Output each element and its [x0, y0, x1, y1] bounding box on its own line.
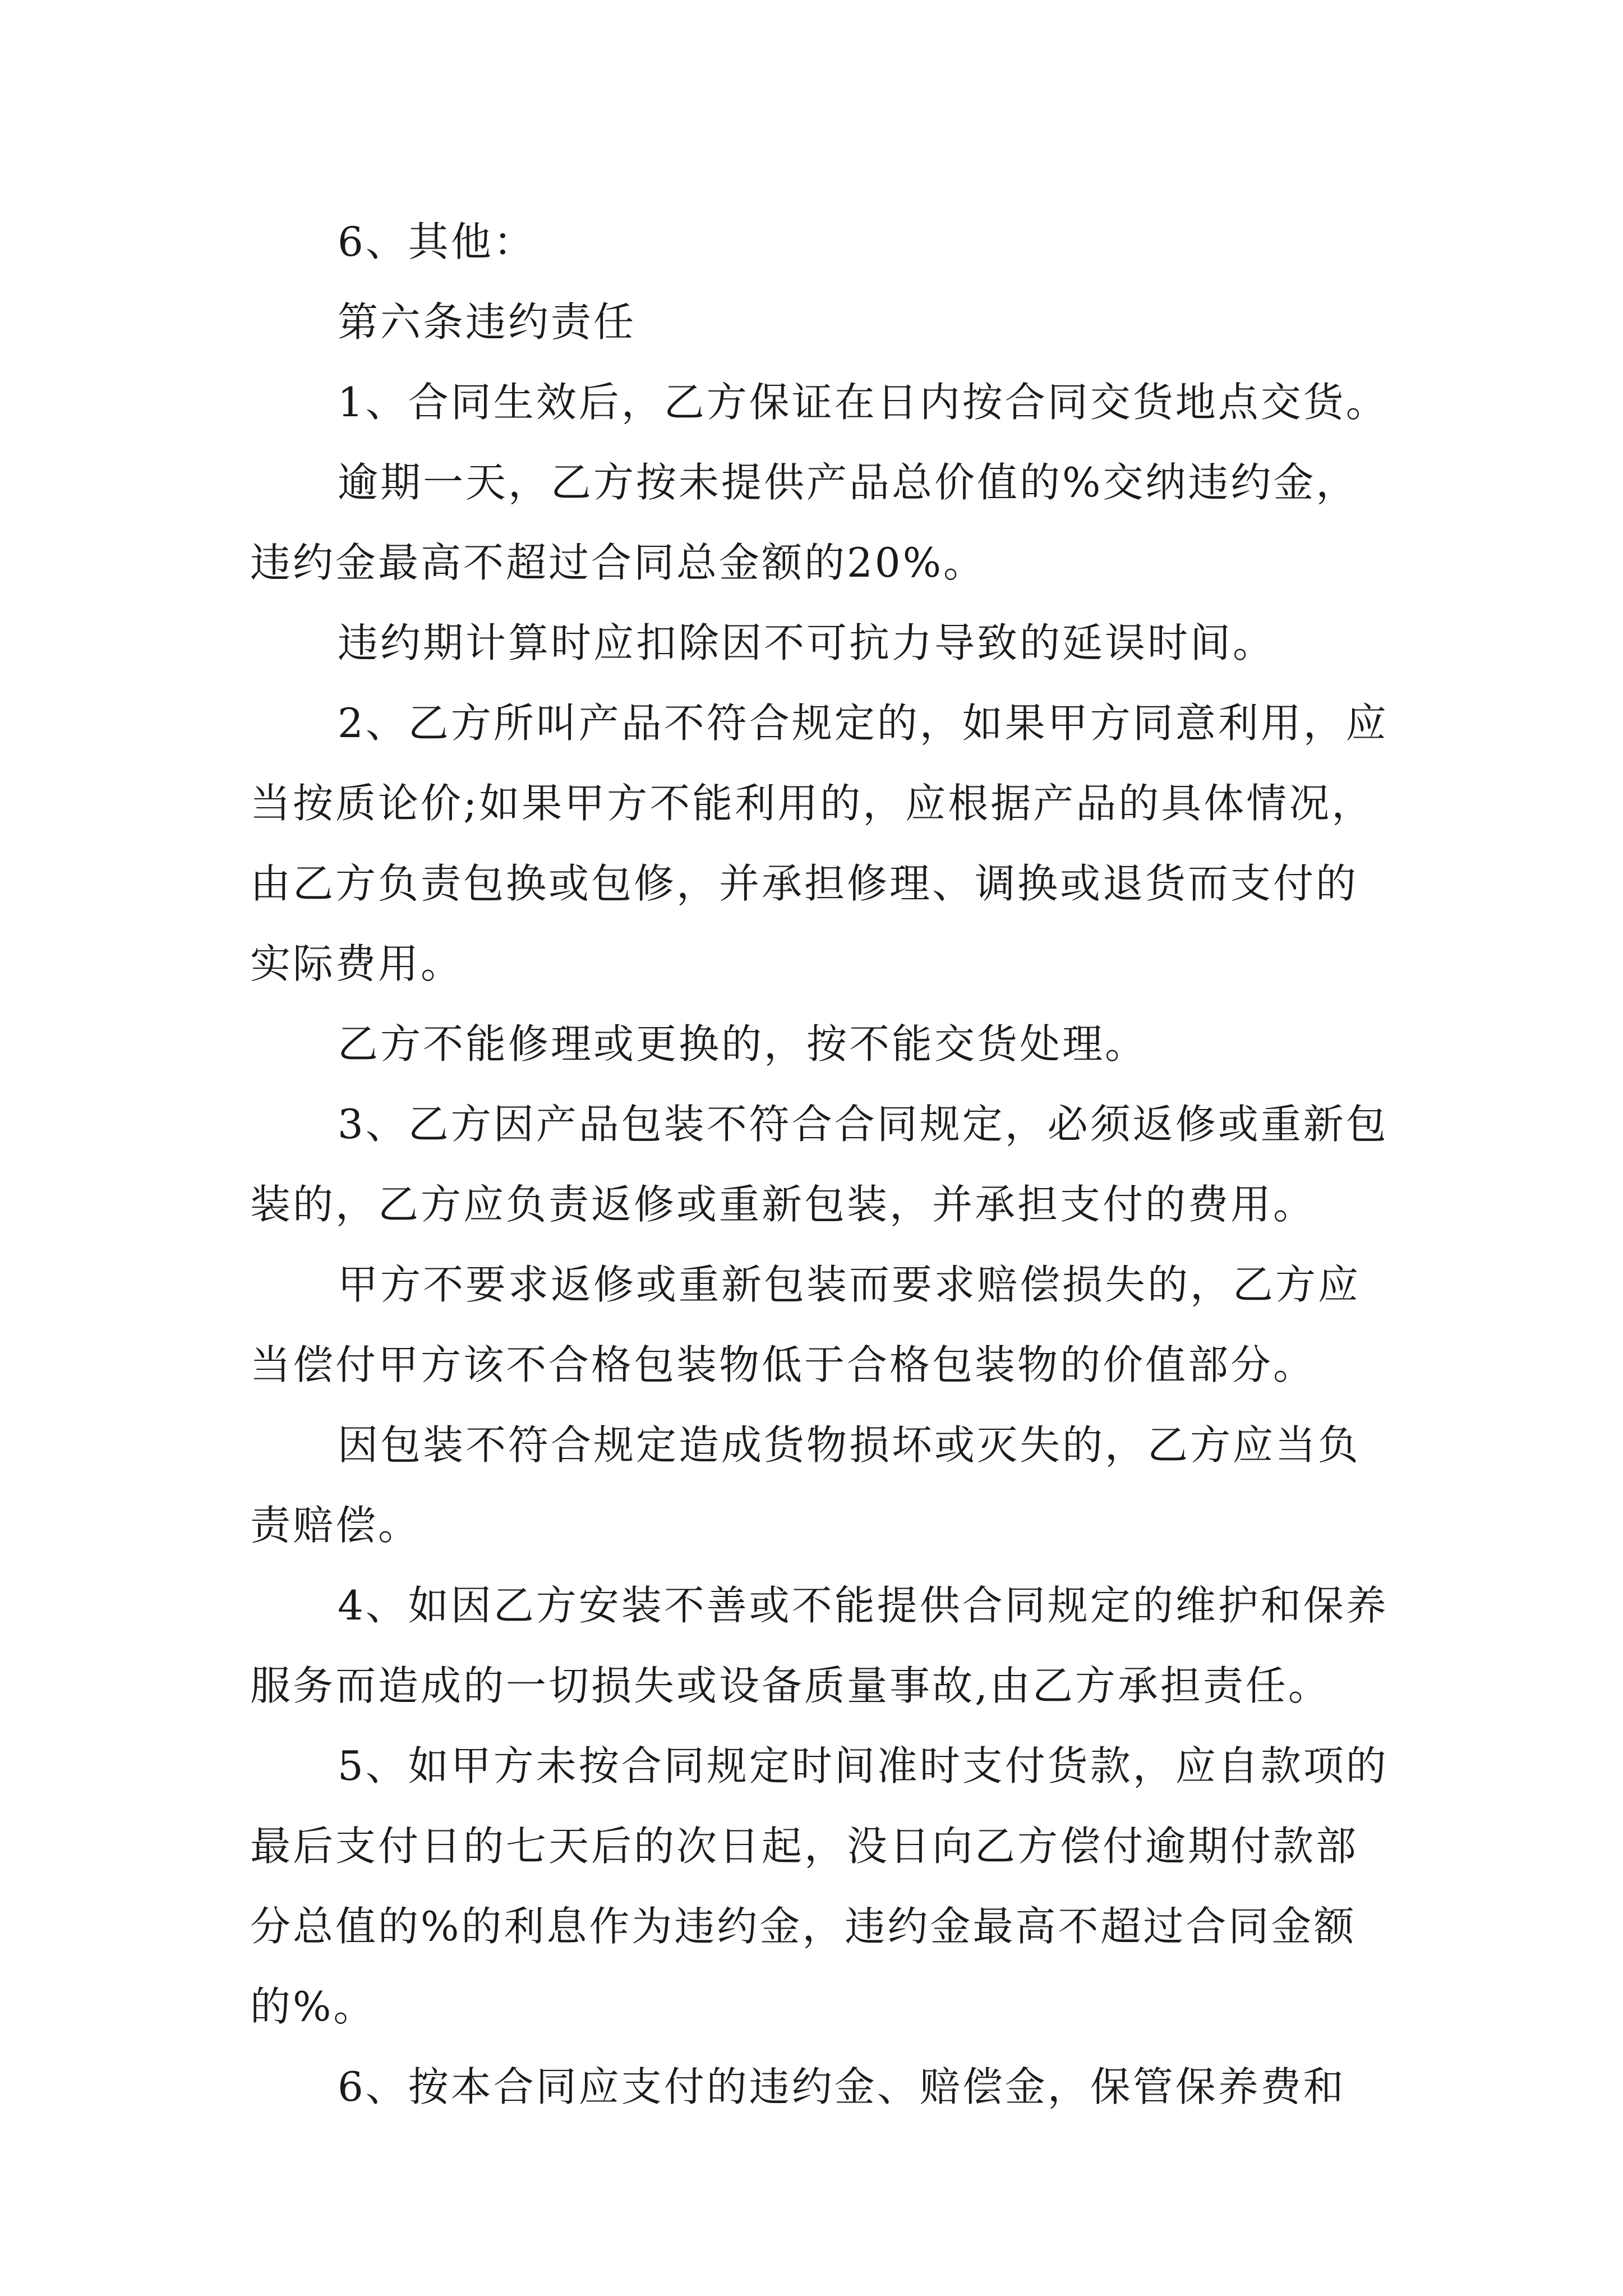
paragraph-clause-5: 5、如甲方未按合同规定时间准时支付货款，应自款项的最后支付日的七天后的次日起，没日向乙方偿付逾期付款部分总值的%的利息作为违约金，违约金最高不超过合同金额的%。	[250, 1742, 1389, 2030]
paragraph-cannot-repair: 乙方不能修理或更换的，按不能交货处理。	[338, 1020, 1148, 1068]
paragraph-force-majeure: 违约期计算时应扣除因不可抗力导致的延误时间。	[338, 619, 1276, 666]
paragraph-clause-6: 6、按本合同应支付的违约金、赔偿金，保管保养费和	[338, 2063, 1346, 2110]
paragraph-packaging-damage: 因包装不符合规定造成货物损坏或灭失的，乙方应当负责赔偿。	[250, 1421, 1361, 1549]
paragraph-clause-3: 3、乙方因产品包装不符合合同规定，必须返修或重新包装的，乙方应负责返修或重新包装，并承担支付的费用。	[250, 1101, 1389, 1228]
paragraph-packaging-compensation: 甲方不要求返修或重新包装而要求赔偿损失的，乙方应当偿付甲方该不合格包装物低于合格包装物的价值部分。	[250, 1261, 1361, 1388]
paragraph-clause-2: 2、乙方所叫产品不符合规定的，如果甲方同意利用，应当按质论价;如果甲方不能利用的，应根据产品的具体情况，由乙方负责包换或包修，并承担修理、调换或退货而支付的实际费用。	[250, 700, 1389, 987]
paragraph-clause-1: 1、合同生效后，乙方保证在日内按合同交货地点交货。	[338, 379, 1389, 426]
paragraph-clause-4: 4、如因乙方安装不善或不能提供合同规定的维护和保养服务而造成的一切损失或设备质量事故,由乙方承担责任。	[250, 1582, 1389, 1709]
paragraph-article-six-title: 第六条违约责任	[338, 298, 637, 346]
paragraph-other: 6、其他：	[338, 218, 536, 265]
document-body	[250, 202, 1394, 2127]
paragraph-overdue-penalty: 逾期一天，乙方按未提供产品总价值的%交纳违约金，违约金最高不超过合同总金额的20%。	[250, 459, 1359, 586]
